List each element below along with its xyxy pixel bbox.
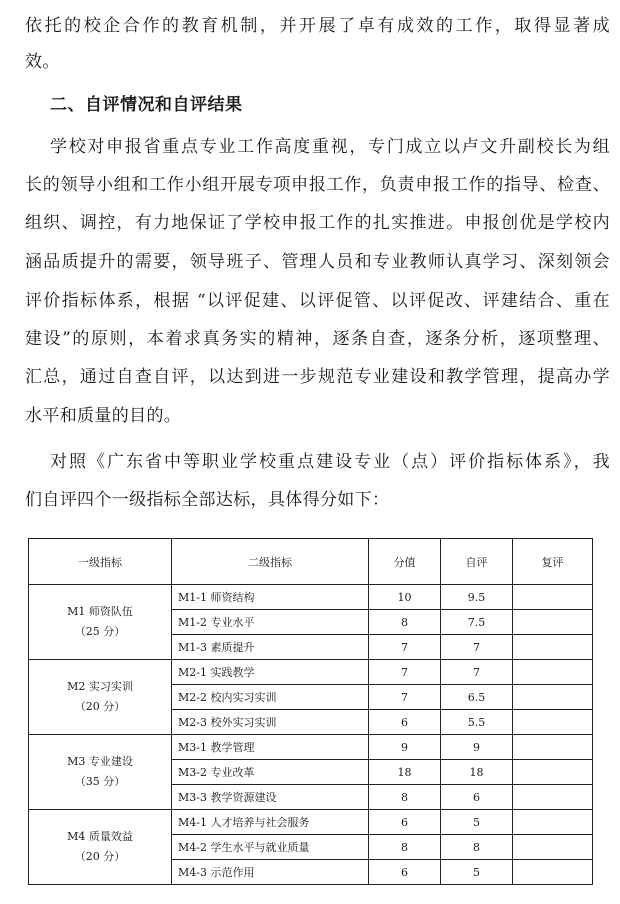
review-cell [513,860,593,885]
self-eval-cell: 7 [441,635,513,660]
table-row [29,735,593,760]
self-eval-cell: 5 [441,860,513,885]
level2-cell: M3-2 专业改革 [172,760,369,785]
self-eval-cell: 18 [441,760,513,785]
paragraph-line: 依托的校企合作的教育机制，并开展了卓有成效的工作，取得显著成 [25,16,610,36]
section-heading: 二、自评情况和自评结果 [50,95,243,115]
level1-cell [29,810,172,885]
score-cell: 8 [369,610,441,635]
level2-cell: M1-3 素质提升 [172,635,369,660]
level2-cell: M2-2 校内实习实训 [172,685,369,710]
level1-points: （35 分） [74,775,126,788]
level1-cell [29,735,172,810]
self-eval-cell: 9.5 [441,585,513,610]
score-cell: 6 [369,860,441,885]
header-self-eval: 自评 [441,539,513,585]
level1-cell [29,585,172,660]
paragraph-line: 学校对申报省重点专业工作高度重视，专门成立以卢文升副校长为组 [50,137,610,157]
level1-name: M2 实习实训 [67,680,133,693]
paragraph-line: 组织、调控，有力地保证了学校申报工作的扎实推进。申报创优是学校内 [25,213,610,233]
paragraph-line: 长的领导小组和工作小组开展专项申报工作，负责申报工作的指导、检查、 [25,175,610,195]
self-eval-cell: 6.5 [441,685,513,710]
score-table [28,538,593,885]
paragraph-line: 对照《广东省中等职业学校重点建设专业（点）评价指标体系》，我 [50,452,610,472]
score-cell: 18 [369,760,441,785]
review-cell [513,585,593,610]
self-eval-cell: 5.5 [441,710,513,735]
table-row [29,585,593,610]
level1-points: （25 分） [74,625,126,638]
paragraph-line: 建设”的原则，本着求真务实的精神，逐条自查，逐条分析，逐项整理、 [25,329,610,349]
score-cell: 8 [369,835,441,860]
score-cell: 8 [369,785,441,810]
review-cell [513,710,593,735]
level1-points: （20 分） [74,700,126,713]
level1-name: M1 师资队伍 [67,605,133,618]
level1-points: （20 分） [74,850,126,863]
review-cell [513,635,593,660]
review-cell [513,760,593,785]
score-cell: 10 [369,585,441,610]
level2-cell: M3-1 教学管理 [172,735,369,760]
score-cell: 9 [369,735,441,760]
table-row [29,660,593,685]
header-level2: 二级指标 [172,539,369,585]
score-cell: 6 [369,810,441,835]
score-cell: 7 [369,660,441,685]
review-cell [513,810,593,835]
score-cell: 7 [369,685,441,710]
paragraph-line: 效。 [25,52,60,72]
self-eval-cell: 7.5 [441,610,513,635]
table-header-row [29,539,593,585]
header-score: 分值 [369,539,441,585]
paragraph-line: 汇总，通过自查自评，以达到进一步规范专业建设和教学管理，提高办学 [25,367,610,387]
review-cell [513,685,593,710]
level1-cell [29,660,172,735]
level2-cell: M4-3 示范作用 [172,860,369,885]
score-cell: 7 [369,635,441,660]
paragraph-line: 评价指标体系，根据 “以评促建、以评促管、以评促改、评建结合、重在 [25,291,610,311]
review-cell [513,610,593,635]
paragraph-line: 们自评四个一级指标全部达标，具体得分如下： [25,490,390,510]
header-level1: 一级指标 [29,539,172,585]
self-eval-cell: 5 [441,810,513,835]
score-cell: 6 [369,710,441,735]
level2-cell: M4-1 人才培养与社会服务 [172,810,369,835]
level1-name: M4 质量效益 [67,830,133,843]
review-cell [513,835,593,860]
level1-name: M3 专业建设 [67,755,133,768]
table-row [29,810,593,835]
level2-cell: M1-1 师资结构 [172,585,369,610]
review-cell [513,660,593,685]
self-eval-cell: 6 [441,785,513,810]
level2-cell: M2-3 校外实习实训 [172,710,369,735]
level2-cell: M2-1 实践教学 [172,660,369,685]
review-cell [513,785,593,810]
self-eval-cell: 7 [441,660,513,685]
self-eval-cell: 9 [441,735,513,760]
self-eval-cell: 8 [441,835,513,860]
paragraph-line: 涵品质提升的需要，领导班子、管理人员和专业教师认真学习、深刻领会 [25,252,610,272]
paragraph-line: 水平和质量的目的。 [25,406,182,426]
header-review: 复评 [513,539,593,585]
level2-cell: M3-3 教学资源建设 [172,785,369,810]
level2-cell: M4-2 学生水平与就业质量 [172,835,369,860]
level2-cell: M1-2 专业水平 [172,610,369,635]
review-cell [513,735,593,760]
